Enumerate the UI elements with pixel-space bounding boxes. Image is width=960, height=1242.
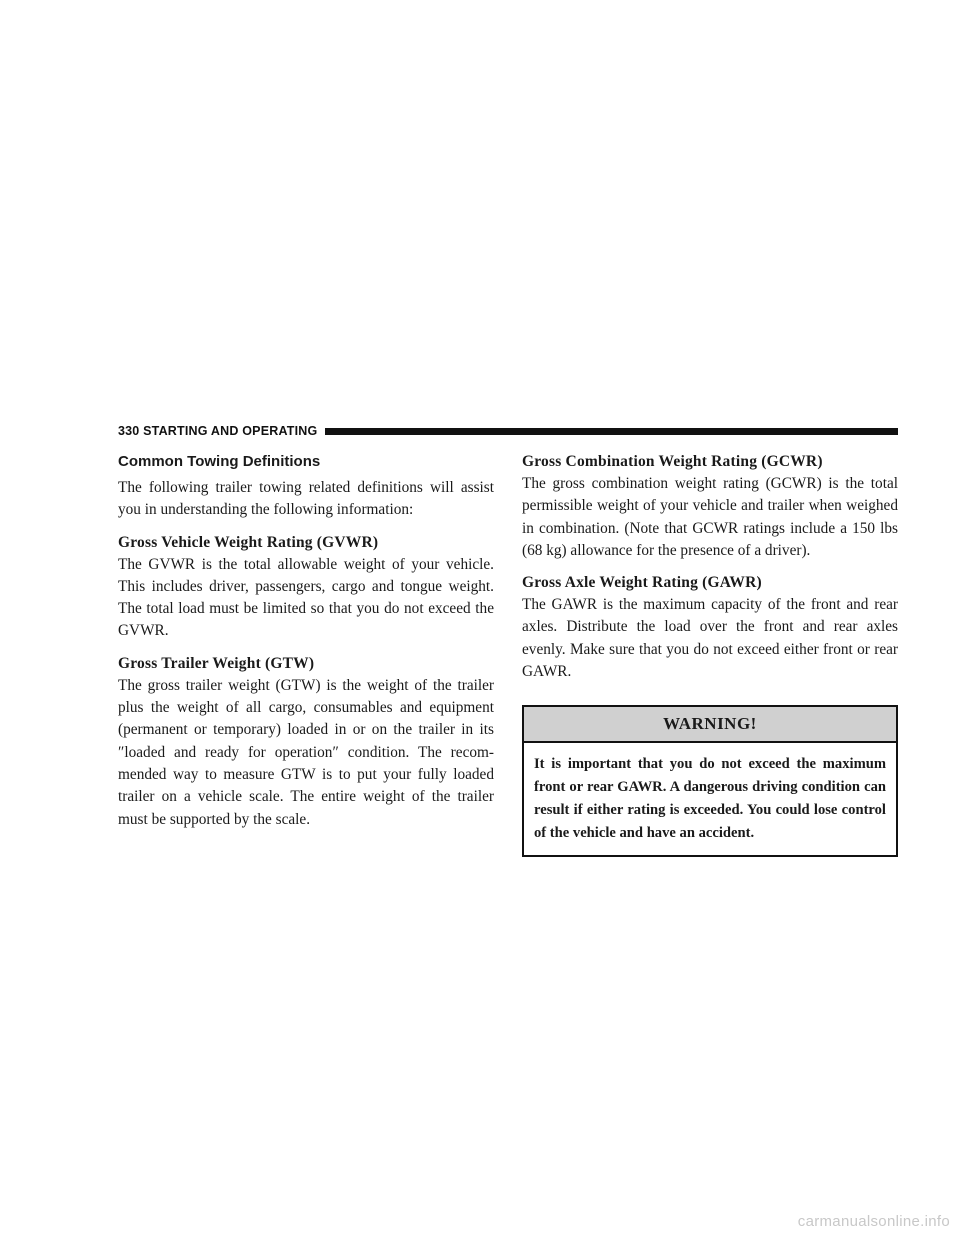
header-rule	[325, 428, 898, 435]
warning-title: WARNING!	[524, 707, 896, 743]
gtw-heading: Gross Trailer Weight (GTW)	[118, 654, 315, 672]
right-column	[522, 451, 898, 857]
gcwr-paragraph: The gross combination weight rating (GCWR) is the total permissible weight of your vehicle and trailer when weighed in combination. (Note that GCWR ratings include a 150 lbs (68 kg) allowance for the presence of a driver).	[522, 475, 898, 559]
left-column	[118, 451, 494, 841]
gawr-paragraph: The GAWR is the maximum capacity of the front and rear axles. Distribute the load over the front and rear axles evenly. Make sure that you do not exceed either front or rear GAWR.	[522, 596, 898, 681]
gvwr-paragraph: The GVWR is the total allowable weight of your vehicle. This includes driver, passengers, cargo and tongue weight. The total load must be limited so that you do not exceed the GVWR.	[118, 555, 494, 640]
page-header	[118, 421, 898, 441]
warning-text: It is important that you do not exceed the maximum front or rear GAWR. A dangerous driving condition can result if either rating is exceeded. You could lose control of the vehicle and have an accident.	[534, 756, 886, 842]
gvwr-heading: Gross Vehicle Weight Rating (GVWR)	[118, 533, 379, 551]
page-number-label: 330 STARTING AND OPERATING	[118, 424, 318, 438]
gtw-paragraph: The gross trailer weight (GTW) is the weight of the trailer plus the weight of all cargo, consumables and equipment (permanent or temporary) loaded in or on the trailer in its ″loaded and ready for operation″ condition. The recom-mended way to measure GTW is to put your fully loaded trailer on a vehicle scale. The entire weight of the trailer must be supported by the scale.	[118, 676, 494, 828]
warning-box	[522, 705, 898, 857]
gawr-heading: Gross Axle Weight Rating (GAWR)	[522, 574, 762, 592]
intro-paragraph: The following trailer towing related definitions will assist you in understanding the following information:	[118, 479, 494, 519]
gcwr-heading: Gross Combination Weight Rating (GCWR)	[522, 453, 823, 470]
watermark: carmanualsonline.info	[797, 1213, 950, 1230]
section-title: Common Towing Definitions	[118, 453, 321, 470]
